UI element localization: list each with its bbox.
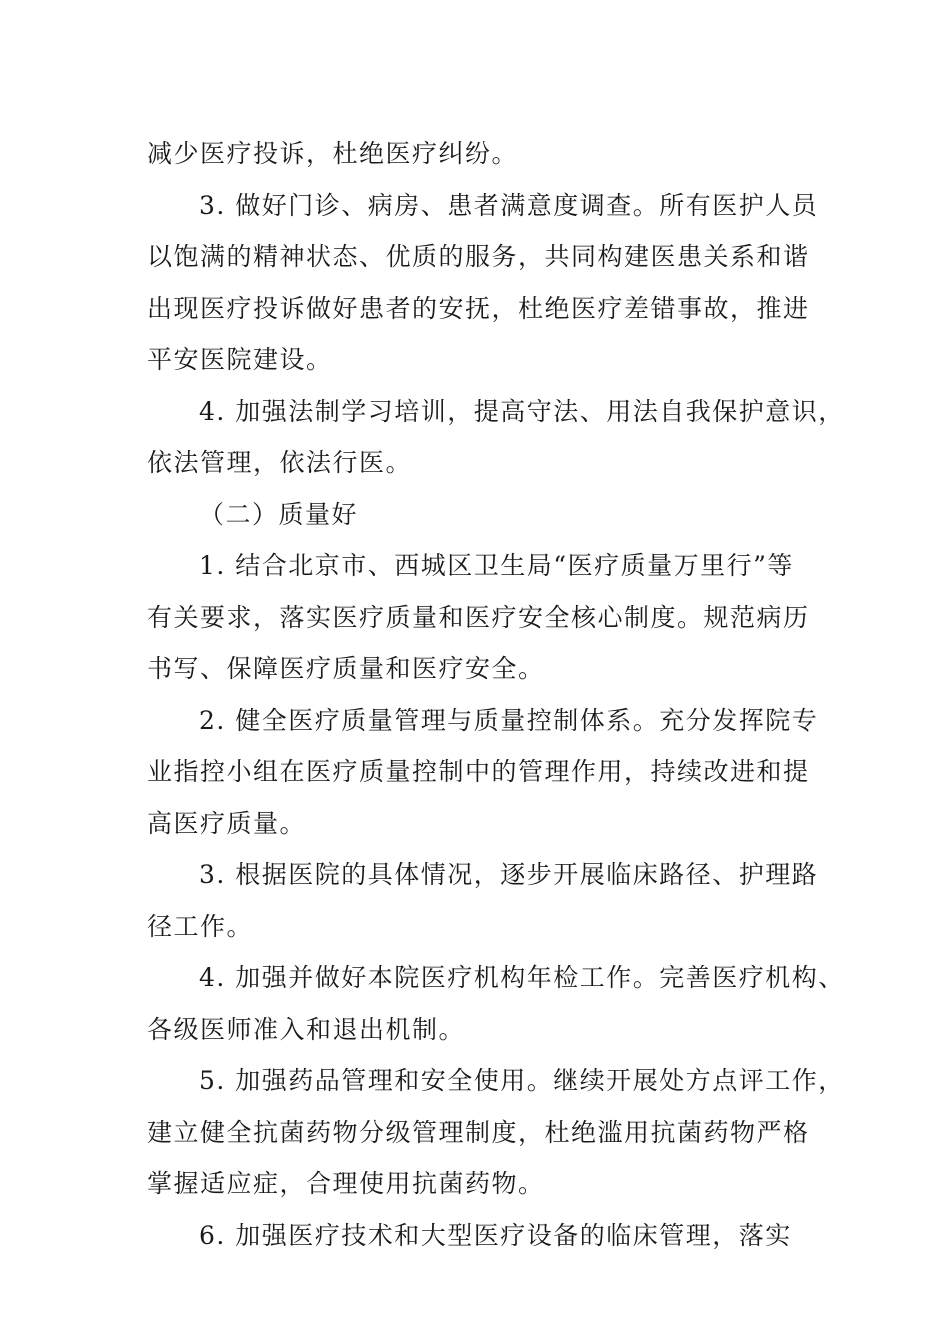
text-line: 有关要求，落实医疗质量和医疗安全核心制度。规范病历 <box>147 602 810 632</box>
text-line: 出现医疗投诉做好患者的安抚，杜绝医疗差错事故，推进 <box>147 293 810 323</box>
text-line: 业指控小组在医疗质量控制中的管理作用，持续改进和提 <box>147 757 810 786</box>
paragraph-start: 1. 结合北京市、西城区卫生局“医疗质量万里行”等 <box>199 551 794 580</box>
text-line: 径工作。 <box>147 911 254 941</box>
paragraph-start: 6. 加强医疗技术和大型医疗设备的临床管理，落实 <box>199 1220 792 1250</box>
text-line: 减少医疗投诉，杜绝医疗纠纷。 <box>147 139 519 168</box>
text-line: 高医疗质量。 <box>147 808 307 838</box>
paragraph-start: 5. 加强药品管理和安全使用。继续开展处方点评工作， <box>199 1066 845 1095</box>
text-line: 各级医师准入和退出机制。 <box>147 1014 466 1044</box>
paragraph-start: 4. 加强并做好本院医疗机构年检工作。完善医疗机构、 <box>199 963 845 992</box>
paragraph-start: 4. 加强法制学习培训，提高守法、用法自我保护意识， <box>199 396 845 426</box>
paragraph-start: 2. 健全医疗质量管理与质量控制体系。充分发挥院专 <box>199 705 819 735</box>
paragraph-start: 3. 做好门诊、病房、患者满意度调查。所有医护人员 <box>199 190 819 220</box>
document-body <box>147 128 845 1261</box>
text-line: 平安医院建设。 <box>147 345 333 374</box>
text-line: 依法管理，依法行医。 <box>147 448 413 477</box>
text-line: 建立健全抗菌药物分级管理制度，杜绝滥用抗菌药物严格 <box>147 1117 810 1147</box>
paragraph-start: 3. 根据医院的具体情况，逐步开展临床路径、护理路 <box>199 860 819 889</box>
text-line: 以饱满的精神状态、优质的服务，共同构建医患关系和谐 <box>147 242 810 271</box>
section-heading: （二）质量好 <box>199 499 359 529</box>
text-line: 掌握适应症，合理使用抗菌药物。 <box>147 1169 545 1198</box>
text-line: 书写、保障医疗质量和医疗安全。 <box>147 654 545 683</box>
